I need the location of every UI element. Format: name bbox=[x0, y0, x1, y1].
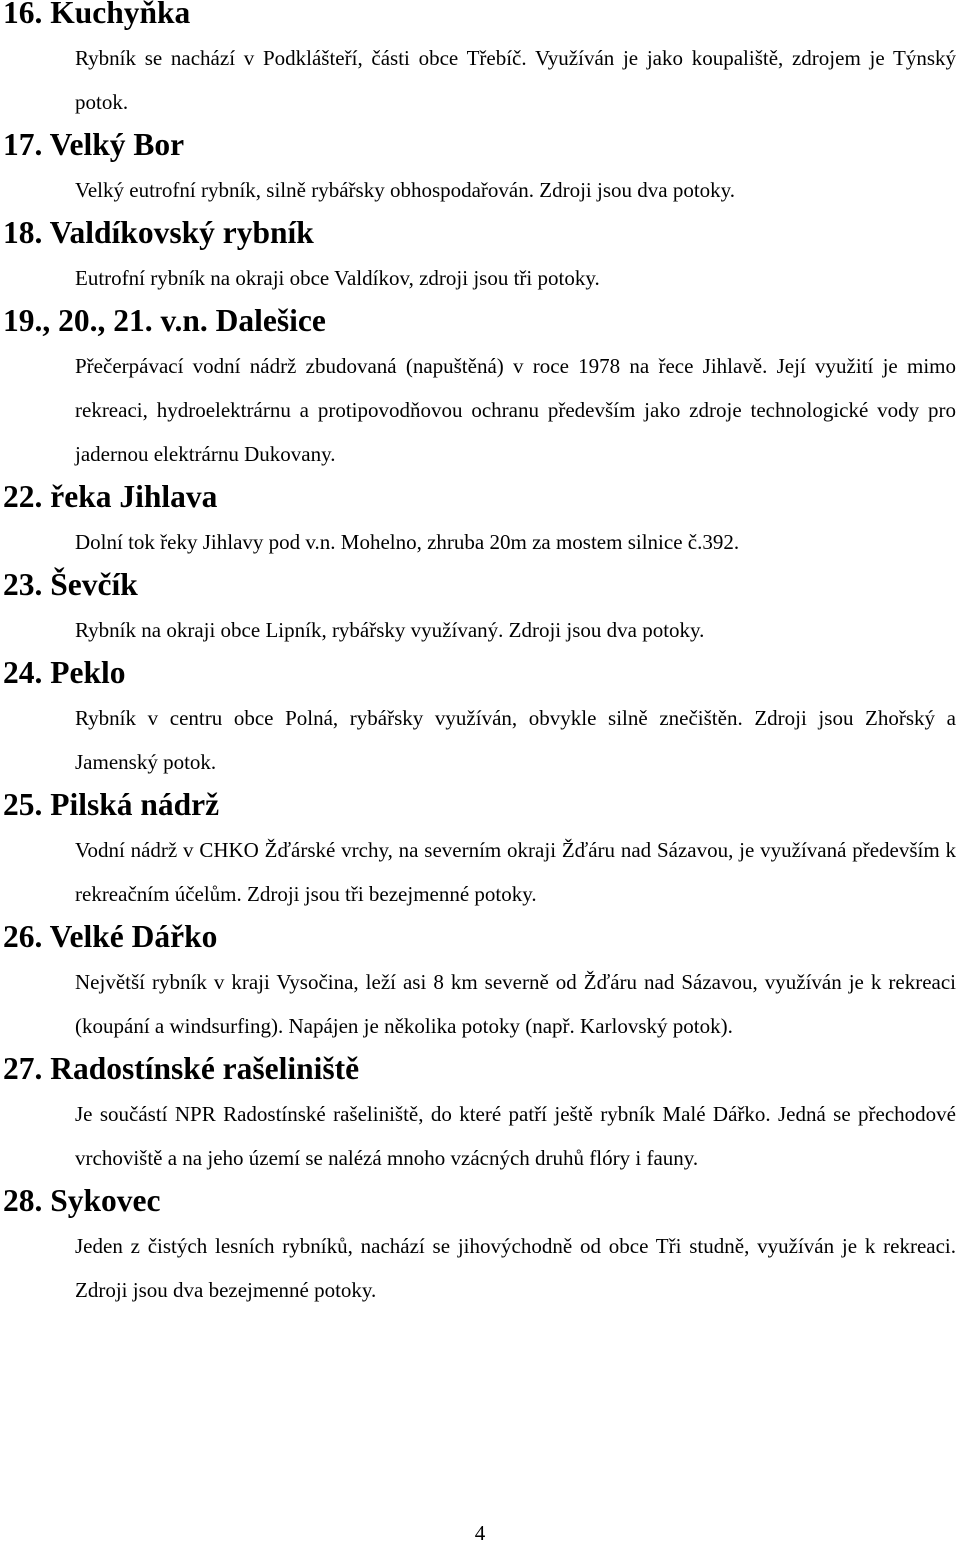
entry-heading: 16. Kuchyňka bbox=[3, 0, 191, 30]
entry-kuchynka bbox=[0, 0, 960, 132]
entry-text: Vodní nádrž v CHKO Žďárské vrchy, na severním okraji Žďáru nad Sázavou, je využívaná především k rekreačním účelům. Zdroji jsou tři bezejmenné potoky. bbox=[75, 838, 956, 906]
entry-velky-bor bbox=[0, 127, 960, 220]
entry-text: Dolní tok řeky Jihlavy pod v.n. Mohelno, zhruba 20m za mostem silnice č.392. bbox=[75, 530, 740, 554]
entry-text: Přečerpávací vodní nádrž zbudovaná (napuštěná) v roce 1978 na řece Jihlavě. Její využití je mimo rekreaci, hydroelektrárnu a protipovodňovou ochranu především jako zdroje technologické vody pro jadernou elektrárnu Dukovany. bbox=[75, 354, 956, 466]
entry-heading: 23. Ševčík bbox=[3, 567, 138, 602]
entry-radostinske-raseliniste bbox=[0, 1051, 960, 1188]
entry-heading: 28. Sykovec bbox=[3, 1183, 161, 1218]
entry-heading: 19., 20., 21. v.n. Dalešice bbox=[3, 303, 326, 338]
entry-text: Eutrofní rybník na okraji obce Valdíkov, zdroji jsou tři potoky. bbox=[75, 266, 600, 290]
entry-heading: 22. řeka Jihlava bbox=[3, 479, 218, 514]
page-number: 4 bbox=[474, 1521, 486, 1545]
entry-text: Rybník se nachází v Podklášteří, části obce Třebíč. Využíván je jako koupaliště, zdrojem je Týnský potok. bbox=[75, 46, 956, 114]
entry-heading: 24. Peklo bbox=[3, 655, 126, 690]
entry-sykovec bbox=[0, 1183, 960, 1320]
entry-pilska-nadrz bbox=[0, 787, 960, 924]
entry-heading: 25. Pilská nádrž bbox=[3, 787, 220, 822]
entry-sevcik bbox=[0, 567, 960, 660]
entry-peklo bbox=[0, 655, 960, 792]
entry-reka-jihlava bbox=[0, 479, 960, 572]
entry-velke-darko bbox=[0, 919, 960, 1056]
entry-text: Je součástí NPR Radostínské rašeliniště, do které patří ještě rybník Malé Dářko. Jedná se přechodové vrchoviště a na jeho území se nalézá mnoho vzácných druhů flóry i fauny. bbox=[75, 1102, 956, 1170]
entry-heading: 26. Velké Dářko bbox=[3, 919, 218, 954]
entry-text: Rybník v centru obce Polná, rybářsky využíván, obvykle silně znečištěn. Zdroji jsou Zhořský a Jamenský potok. bbox=[75, 706, 956, 774]
entry-text: Velký eutrofní rybník, silně rybářsky obhospodařován. Zdroji jsou dva potoky. bbox=[75, 178, 736, 202]
entry-valdikovsky-rybnik bbox=[0, 215, 960, 308]
entry-heading: 17. Velký Bor bbox=[3, 127, 185, 162]
entry-dalesice bbox=[0, 303, 960, 484]
entry-text: Jeden z čistých lesních rybníků, nachází se jihovýchodně od obce Tři studně, využíván je k rekreaci. Zdroji jsou dva bezejmenné potoky. bbox=[75, 1234, 956, 1302]
entry-text: Největší rybník v kraji Vysočina, leží asi 8 km severně od Žďáru nad Sázavou, využíván je k rekreaci (koupání a windsurfing). Napájen je několika potoky (např. Karlovský potok). bbox=[75, 970, 956, 1038]
entry-heading: 18. Valdíkovský rybník bbox=[3, 215, 314, 250]
entry-text: Rybník na okraji obce Lipník, rybářsky využívaný. Zdroji jsou dva potoky. bbox=[75, 618, 705, 642]
entry-heading: 27. Radostínské rašeliniště bbox=[3, 1051, 360, 1086]
